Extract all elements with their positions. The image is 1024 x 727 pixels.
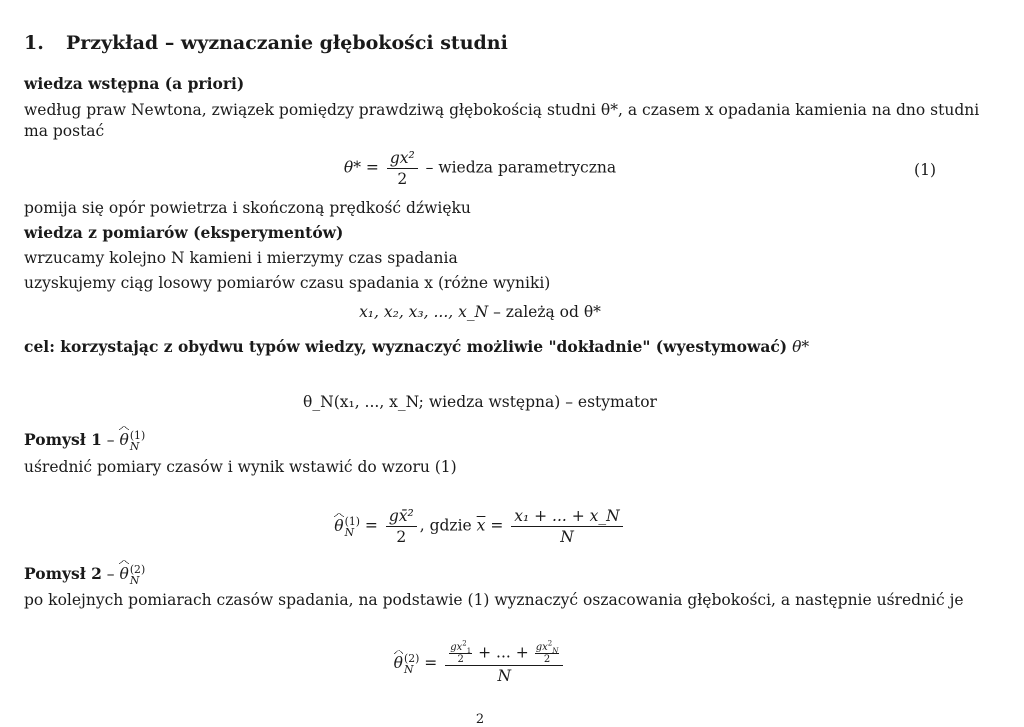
section-title: Przykład – wyznaczanie głębokości studni [66, 32, 508, 54]
estimator-lhs: θ_N(x₁, ..., x_N; wiedza wstępna) [303, 393, 561, 411]
idea2-heading-line [24, 564, 145, 586]
eq1-comment: – wiedza parametryczna [425, 158, 617, 177]
idea2-term-last: $\frac{gx^2_N}{2}$ [535, 639, 559, 665]
mean-fraction [511, 506, 622, 547]
idea1-fraction-numerator: gx̄² [386, 506, 417, 527]
eq1-fraction [387, 148, 418, 189]
idea1-description: uśrednić pomiary czasów i wynik wstawić do wzoru (1) [24, 458, 457, 476]
mean-numerator: x₁ + ... + x_N [511, 506, 622, 527]
estimator-comment: – estymator [565, 393, 657, 411]
equation-1 [0, 148, 960, 189]
idea1-where-text: , gdzie [419, 516, 472, 535]
eq1-numerator: gx² [387, 148, 418, 169]
idea2-formula-indices: (2) N [404, 652, 420, 676]
idea1-fraction [386, 506, 417, 547]
measurements-line2: uzyskujemy ciąg losowy pomiarów czasu spadania x (różne wyniki) [24, 274, 551, 292]
page-number: 2 [475, 712, 485, 727]
idea2-formula-mid: + ... + [478, 643, 529, 662]
idea2-description: po kolejnych pomiarach czasów spadania, na podstawie (1) wyznaczyć oszacowania głębokości, a następnie uśrednić je [24, 591, 964, 609]
idea2-theta-indices: (2) N [129, 563, 146, 587]
idea2-heading: Pomysł 2 [24, 564, 102, 583]
prior-text-line2: ma postać [24, 122, 105, 140]
section-heading [24, 33, 508, 53]
idea1-formula: θ (1) N = $\frac{\text{gx̄²}}{2}$ , gdzie $\overline{x}$ = $\frac{\text{x₁ + ... + x\_N}}{N}$ [0, 506, 960, 547]
goal-line [24, 337, 809, 357]
goal-symbol: θ* [792, 338, 810, 356]
mean-denominator: N [560, 528, 574, 546]
idea1-formula-theta-hat: θ [334, 516, 344, 535]
prior-text-line1: według praw Newtona, związek pomiędzy prawdziwą głębokością studni θ*, a czasem x opadania kamienia na dno studni [24, 101, 980, 119]
idea2-formula: θ (2) N = $\frac{gx^2_1}{2}$ + ... + $\frac{gx^2_N}{2}$ N [0, 642, 960, 686]
idea1-fraction-denominator: 2 [396, 528, 407, 546]
eq1-number: (1) [914, 161, 936, 179]
sequence-comment: – zależą od θ* [493, 303, 601, 321]
idea1-heading-line [24, 430, 145, 452]
idea2-fraction [445, 639, 563, 686]
eq1-lhs: θ* = [343, 158, 379, 177]
prior-heading: wiedza wstępna (a priori) [24, 74, 245, 93]
section-number: 1. [24, 32, 44, 54]
idea2-theta-hat: θ [119, 565, 129, 583]
idea2-dash: – [106, 565, 115, 583]
idea2-fraction-numerator [445, 639, 563, 666]
measurements-heading: wiedza z pomiarów (eksperymentów) [24, 223, 344, 242]
idea1-theta-hat: θ [119, 431, 129, 449]
prior-note: pomija się opór powietrza i skończoną prędkość dźwięku [24, 199, 471, 217]
eq1-denominator: 2 [397, 170, 408, 188]
mean-symbol: $\overline{x}$ [476, 516, 486, 535]
idea1-theta-indices: (1) N [129, 429, 146, 453]
idea2-fraction-denominator: N [497, 667, 512, 685]
measurement-sequence [0, 303, 960, 321]
idea1-formula-indices: (1) N [344, 514, 360, 539]
idea2-term-first: $\frac{gx^2_1}{2}$ [450, 639, 472, 665]
sequence-formula: x₁, x₂, x₃, ..., x_N [359, 303, 489, 321]
estimator-formula [0, 393, 960, 411]
idea2-formula-theta-hat: θ [393, 654, 403, 672]
idea1-heading: Pomysł 1 [24, 430, 102, 449]
goal-text: cel: korzystając z obydwu typów wiedzy, wyznaczyć możliwie "dokładnie" (wyestymować) [24, 337, 788, 356]
idea1-dash: – [106, 431, 115, 449]
measurements-line1: wrzucamy kolejno N kamieni i mierzymy czas spadania [24, 249, 458, 267]
